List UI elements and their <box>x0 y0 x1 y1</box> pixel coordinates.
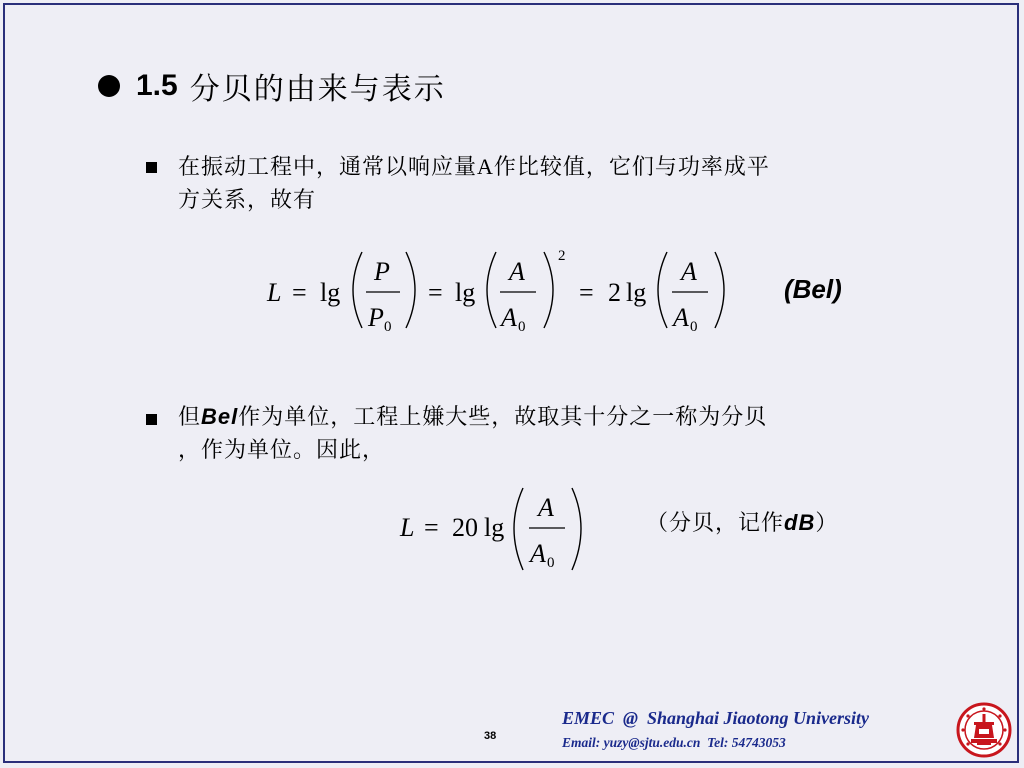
eq-symbol: A <box>673 303 689 332</box>
bullet-1-segment: 方关系，故有 <box>178 188 317 213</box>
eq-symbol: = <box>424 513 439 542</box>
eq-subscript: 0 <box>384 319 392 335</box>
eq-subscript: 0 <box>690 319 698 335</box>
note-bold: dB <box>784 510 816 535</box>
footer-affiliation: EMEC @ Shanghai Jiaotong University <box>562 708 870 728</box>
slide-border <box>3 3 1019 763</box>
eq-symbol: A <box>530 539 546 568</box>
eq-symbol: = <box>428 278 443 307</box>
university-seal-icon <box>956 702 1012 758</box>
page-number: 38 <box>484 730 497 742</box>
bullet-1-segment: 在振动工程中，通常以响应量 <box>178 155 478 180</box>
bullet-1-segment: 作比较值，它们与功率成平 <box>493 155 770 180</box>
eq-subscript: 0 <box>518 319 526 335</box>
bullet-2-segment: 作为单位，工程上嫌大些，故取其十分之一称为分贝 <box>238 405 768 430</box>
bullet-1-variable: A <box>477 154 494 179</box>
equation-label-bel: (Bel) <box>784 274 842 304</box>
eq-symbol: lg <box>626 278 647 307</box>
right-paren <box>406 252 415 328</box>
right-paren <box>715 252 724 328</box>
right-paren <box>544 252 553 328</box>
eq-symbol: 2 <box>608 278 621 307</box>
left-paren <box>353 252 362 328</box>
eq-symbol: L <box>267 278 282 307</box>
title-number: 1.5 <box>136 69 178 102</box>
eq-symbol: lg <box>484 513 505 542</box>
title-bullet-icon <box>98 75 120 97</box>
eq-subscript: 0 <box>547 555 555 571</box>
bullet-2-bold: Bel <box>201 404 239 429</box>
eq-symbol: = <box>292 278 307 307</box>
eq-superscript: 2 <box>558 248 566 264</box>
list-bullet-icon <box>146 162 157 173</box>
equation-bel <box>262 240 742 340</box>
eq-symbol: lg <box>455 278 476 307</box>
note-segment: （分贝，记作 <box>646 511 785 536</box>
eq-symbol: P <box>368 303 384 332</box>
slide-title <box>98 60 446 112</box>
bullet-2-text <box>178 400 938 467</box>
equation-db <box>396 482 596 582</box>
eq-symbol: A <box>538 493 554 522</box>
bullet-2-segment: ，作为单位。因此， <box>178 438 386 463</box>
eq-symbol: L <box>400 513 415 542</box>
left-paren <box>487 252 496 328</box>
left-paren <box>514 488 523 570</box>
right-paren <box>572 488 581 570</box>
equation-note-db <box>646 506 838 537</box>
eq-symbol: P <box>374 257 390 286</box>
list-bullet-icon <box>146 414 157 425</box>
bullet-2-segment: 但 <box>178 405 202 430</box>
left-paren <box>658 252 667 328</box>
eq-symbol: A <box>681 257 697 286</box>
eq-symbol: = <box>579 278 594 307</box>
footer-contact: Email: yuzy@sjtu.edu.cn Tel: 54743053 <box>562 735 786 750</box>
bullet-1-text <box>178 150 938 217</box>
eq-symbol: 20 <box>452 513 478 542</box>
eq-symbol: A <box>501 303 517 332</box>
eq-symbol: lg <box>320 278 341 307</box>
note-segment: ） <box>815 511 839 536</box>
title-text: 分贝的由来与表示 <box>189 72 446 107</box>
eq-symbol: A <box>509 257 525 286</box>
